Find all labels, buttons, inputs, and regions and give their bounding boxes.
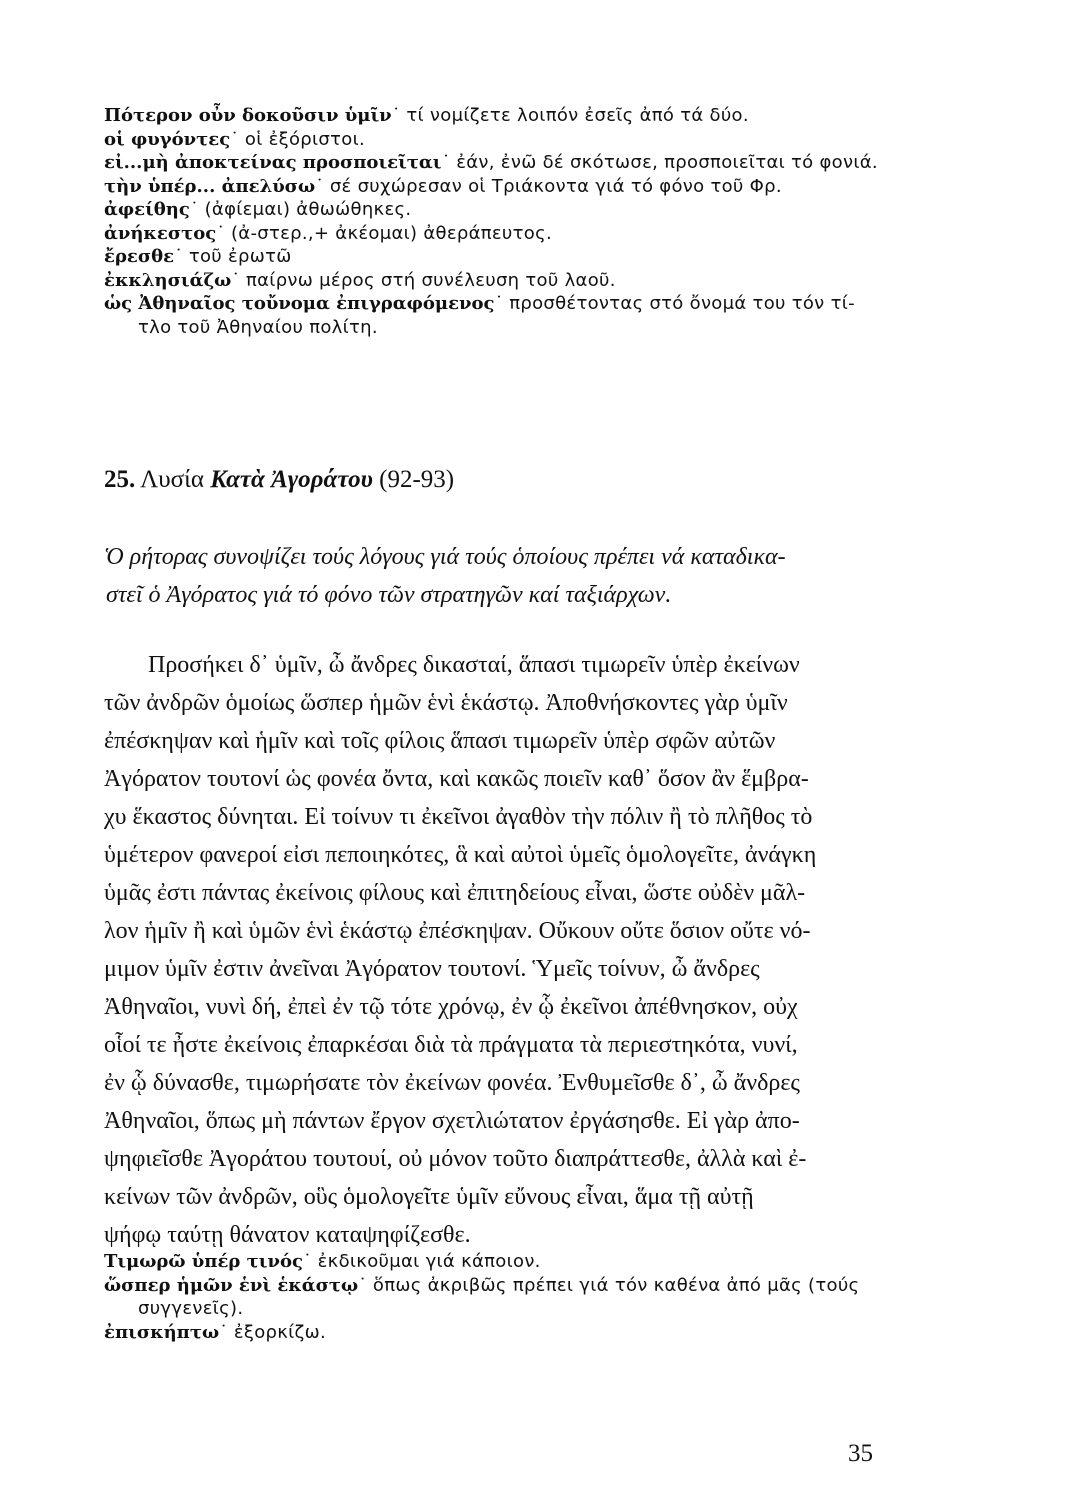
text-line: λον ἡμῖν ἢ καὶ ὑμῶν ἑνὶ ἑκάστῳ ἐπέσκηψαν. Οὔκουν οὔτε ὅσιον οὔτε νό- bbox=[104, 918, 811, 944]
glossary-term: ἐπισκήπτω bbox=[104, 1321, 220, 1343]
text-line: Προσήκει δ᾽ ὑμῖν, ὦ ἄνδρες δικασταί, ἅπασι τιμωρεῖν ὑπὲρ ἐκείνων bbox=[148, 652, 800, 678]
glossary-term: οἱ φυγόντες bbox=[104, 128, 231, 150]
glossary-definition: τλο τοῦ Ἀθηναίου πολίτη. bbox=[138, 316, 378, 338]
text-line: χυ ἕκαστος δύνηται. Εἰ τοίνυν τι ἐκεῖνοι ἀγαθὸν τὴν πόλιν ἢ τὸ πλῆθος τὸ bbox=[104, 804, 813, 830]
glossary-definition: συγγενεῖς). bbox=[138, 1298, 244, 1319]
glossary-definition: παίρνω μέρος στή συνέλευση τοῦ λαοῦ. bbox=[246, 269, 616, 291]
glossary-definition: τί νομίζετε λοιπόν ἐσεῖς ἀπό τά δύο. bbox=[406, 105, 749, 126]
glossary-term: ἀνήκεστος bbox=[104, 222, 217, 244]
glossary-continuation bbox=[104, 316, 904, 340]
text-line: τῶν ἀνδρῶν ὁμοίως ὥσπερ ἡμῶν ἑνὶ ἑκάστῳ. Ἀποθνήσκοντες γὰρ ὑμῖν bbox=[104, 690, 788, 716]
section-number: 25. bbox=[104, 466, 136, 493]
glossary-term: ὡς Ἀθηναῖος τοὔνομα ἐπιγραφόμενος bbox=[104, 293, 495, 314]
glossary-term: ἔρεσθε bbox=[104, 246, 175, 267]
glossary-entry: τὴν ὑπέρ... ἀπελύσω˙ σέ συχώρεσαν οἱ Τριάκοντα γιά τό φόνο τοῦ Φρ. bbox=[104, 175, 782, 197]
glossary-bottom bbox=[104, 1250, 904, 1344]
glossary-entry: Πότερον οὖν δοκοῦσιν ὑμῖν˙ τί νομίζετε λοιπόν ἐσεῖς ἀπό τά δύο. bbox=[104, 105, 749, 126]
text-line: ψήφῳ ταύτῃ θάνατον καταψηφίζεσθε. bbox=[104, 1222, 471, 1248]
glossary-definition: σέ συχώρεσαν οἱ Τριάκοντα γιά τό φόνο τοῦ Φρ. bbox=[329, 175, 782, 197]
text-line: κείνων τῶν ἀνδρῶν, οὓς ὁμολογεῖτε ὑμῖν εὔνους εἶναι, ἅμα τῇ αὐτῇ bbox=[104, 1184, 754, 1210]
glossary-term: Πότερον οὖν δοκοῦσιν ὑμῖν bbox=[104, 105, 392, 126]
glossary-definition: τοῦ ἐρωτῶ bbox=[188, 246, 292, 267]
glossary-term: ἀφείθης bbox=[104, 199, 190, 220]
glossary-term: ὥσπερ ἡμῶν ἑνὶ ἑκάστῳ bbox=[104, 1274, 359, 1296]
glossary-term: τὴν ὑπέρ... ἀπελύσω bbox=[104, 175, 316, 197]
text-line: Ἀγόρατον τουτονί ὡς φονέα ὄντα, καὶ κακῶς ποιεῖν καθ᾽ ὅσον ἂν ἕμβρα- bbox=[104, 766, 809, 792]
glossary-definition: προσθέτοντας στό ὄνομά του τόν τί- bbox=[509, 293, 855, 314]
glossary-entry: εἰ...μὴ ἀποκτείνας προσποιεῖται˙ ἐάν, ἐνῶ δέ σκότωσε, προσποιεῖται τό φονιά. bbox=[104, 152, 878, 173]
glossary-entry: ὥσπερ ἡμῶν ἑνὶ ἑκάστῳ˙ ὅπως ἀκριβῶς πρέπει γιά τόν καθένα ἀπό μᾶς (τούς bbox=[104, 1274, 860, 1296]
text-line: Ἀθηναῖοι, νυνὶ δή, ἐπεὶ ἐν τῷ τότε χρόνῳ, ἐν ᾧ ἐκεῖνοι ἀπέθνησκον, οὐχ bbox=[104, 994, 798, 1020]
summary-line: Ὁ ρήτορας συνοψίζει τούς λόγους γιά τούς ὁποίους πρέπει νά καταδικα- bbox=[104, 544, 786, 570]
glossary-continuation bbox=[104, 1297, 904, 1321]
glossary-entry: οἱ φυγόντες˙ οἱ ἐξόριστοι. bbox=[104, 128, 365, 150]
section-author: Λυσία bbox=[140, 466, 204, 493]
glossary-definition: οἱ ἐξόριστοι. bbox=[244, 128, 365, 150]
section-summary bbox=[104, 538, 904, 614]
text-line: Ἀθηναῖοι, ὅπως μὴ πάντων ἔργον σχετλιώτατον ἐργάσησθε. Εἰ γὰρ ἀπο- bbox=[104, 1108, 800, 1134]
text-line: ἐπέσκηψαν καὶ ἡμῖν καὶ τοῖς φίλοις ἅπασι τιμωρεῖν ὑπὲρ σφῶν αὐτῶν bbox=[104, 728, 776, 754]
text-line: μιμον ὑμῖν ἐστιν ἀνεῖναι Ἀγόρατον τουτονί. Ὑμεῖς τοίνυν, ὦ ἄνδρες bbox=[104, 956, 760, 982]
text-line: ἐν ᾧ δύνασθε, τιμωρήσατε τὸν ἐκείνων φονέα. Ἐνθυμεῖσθε δ᾽, ὦ ἄνδρες bbox=[104, 1070, 800, 1096]
glossary-entry: ἀνήκεστος˙ (ἀ-στερ.,+ ἀκέομαι) ἀθεράπευτος. bbox=[104, 222, 552, 244]
glossary-top bbox=[104, 104, 904, 339]
summary-line: στεῖ ὁ Ἀγόρατος γιά τό φόνο τῶν στρατηγῶν καί ταξιάρχων. bbox=[106, 582, 672, 608]
glossary-entry: ἐκκλησιάζω˙ παίρνω μέρος στή συνέλευση τοῦ λαοῦ. bbox=[104, 269, 616, 291]
glossary-definition: ἐκδικοῦμαι γιά κάποιον. bbox=[317, 1251, 541, 1272]
text-line: ὑμέτερον φανεροί εἰσι πεποιηκότες, ἃ καὶ αὐτοὶ ὑμεῖς ὁμολογεῖτε, ἀνάγκη bbox=[104, 842, 817, 868]
glossary-entry: Τιμωρῶ ὑπέρ τινός˙ ἐκδικοῦμαι γιά κάποιον. bbox=[104, 1251, 541, 1272]
section-work-title: Κατὰ Ἀγοράτου bbox=[210, 466, 373, 493]
glossary-definition: ἐξορκίζω. bbox=[233, 1321, 327, 1343]
greek-text bbox=[104, 646, 894, 1254]
page-number: 35 bbox=[848, 1440, 873, 1467]
glossary-definition: (ἀφίεμαι) ἀθωώθηκες. bbox=[204, 199, 412, 220]
glossary-definition: ὅπως ἀκριβῶς πρέπει γιά τόν καθένα ἀπό μᾶς (τούς bbox=[372, 1274, 860, 1296]
section-heading bbox=[104, 466, 454, 494]
glossary-entry: ὡς Ἀθηναῖος τοὔνομα ἐπιγραφόμενος˙ προσθέτοντας στό ὄνομά του τόν τί- bbox=[104, 293, 855, 314]
glossary-entry: ἀφείθης˙ (ἀφίεμαι) ἀθωώθηκες. bbox=[104, 199, 412, 220]
section-range: (92-93) bbox=[379, 466, 455, 493]
glossary-definition: ἐάν, ἐνῶ δέ σκότωσε, προσποιεῖται τό φονιά. bbox=[456, 152, 878, 173]
glossary-term: εἰ...μὴ ἀποκτείνας προσποιεῖται bbox=[104, 152, 442, 173]
glossary-entry: ἐπισκήπτω˙ ἐξορκίζω. bbox=[104, 1321, 327, 1343]
text-line: ψηφιεῖσθε Ἀγοράτου τουτουί, οὐ μόνον τοῦτο διαπράττεσθε, ἀλλὰ καὶ ἐ- bbox=[104, 1146, 807, 1172]
text-line: οἷοί τε ἦστε ἐκείνοις ἐπαρκέσαι διὰ τὰ πράγματα τὰ περιεστηκότα, νυνί, bbox=[104, 1032, 798, 1058]
text-line: ὑμᾶς ἐστι πάντας ἐκείνοις φίλους καὶ ἐπιτηδείους εἶναι, ὥστε οὐδὲν μᾶλ- bbox=[104, 880, 806, 906]
glossary-term: ἐκκλησιάζω bbox=[104, 269, 232, 291]
glossary-entry: ἔρεσθε˙ τοῦ ἐρωτῶ bbox=[104, 246, 292, 267]
glossary-definition: (ἀ-στερ.,+ ἀκέομαι) ἀθεράπευτος. bbox=[230, 222, 552, 244]
glossary-term: Τιμωρῶ ὑπέρ τινός bbox=[104, 1251, 303, 1272]
